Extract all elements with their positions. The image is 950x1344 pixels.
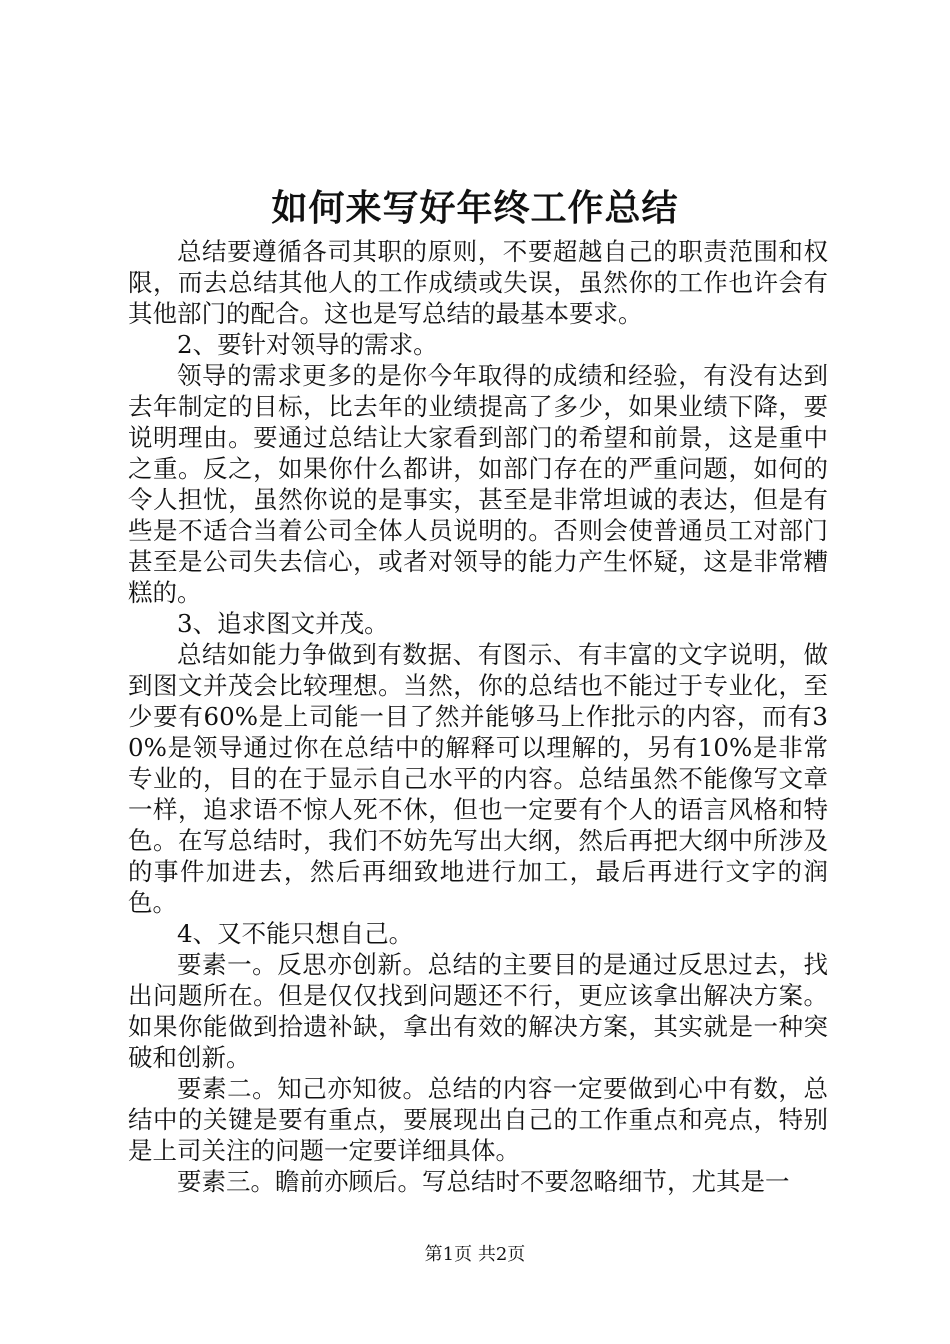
section-heading: 4、又不能只想自己。 <box>177 919 414 948</box>
paragraph: 要素三。瞻前亦顾后。写总结时不要忽略细节，尤其是一 <box>177 1167 790 1196</box>
page-number-footer: 第1页 共2页 <box>424 1244 526 1265</box>
paragraph: 要素一。反思亦创新。总结的主要目的是通过反思过去，找出问题所在。但是仅仅找到问题还不行，更应该拿出解决方案。如果你能做到拾遗补缺，拿出有效的解决方案，其实就是一种突破和创新。 <box>128 950 828 1072</box>
paragraph: 要素二。知己亦知彼。总结的内容一定要做到心中有数，总结中的关键是要有重点，要展现出自己的工作重点和亮点，特别是上司关注的问题一定要详细具体。 <box>128 1074 828 1165</box>
paragraph: 总结要遵循各司其职的原则，不要超越自己的职责范围和权限，而去总结其他人的工作成绩或失误，虽然你的工作也许会有其他部门的配合。这也是写总结的最基本要求。 <box>128 237 828 328</box>
section-heading: 2、要针对领导的需求。 <box>177 330 438 359</box>
document-body <box>128 236 828 1197</box>
paragraph: 总结如能力争做到有数据、有图示、有丰富的文字说明，做到图文并茂会比较理想。当然，你的总结也不能过于专业化，至少要有60%是上司能一目了然并能够马上作批示的内容，而有30%是领导通过你在总结中的解释可以理解的，另有10%是非常专业的，目的在于显示自己水平的内容。总结虽然不能像写文章一样，追求语不惊人死不休，但也一定要有个人的语言风格和特色。在写总结时，我们不妨先写出大纲，然后再把大纲中所涉及的事件加进去，然后再细致地进行加工，最后再进行文字的润色。 <box>128 640 828 917</box>
paragraph: 领导的需求更多的是你今年取得的成绩和经验，有没有达到去年制定的目标，比去年的业绩提高了多少，如果业绩下降，要说明理由。要通过总结让大家看到部门的希望和前景，这是重中之重。反之，如果你什么都讲，如部门存在的严重问题，如何的令人担忧，虽然你说的是事实，甚至是非常坦诚的表达，但是有些是不适合当着公司全体人员说明的。否则会使普通员工对部门甚至是公司失去信心，或者对领导的能力产生怀疑，这是非常糟糕的。 <box>128 361 828 607</box>
section-heading: 3、追求图文并茂。 <box>177 609 389 638</box>
document-title: 如何来写好年终工作总结 <box>271 187 679 229</box>
